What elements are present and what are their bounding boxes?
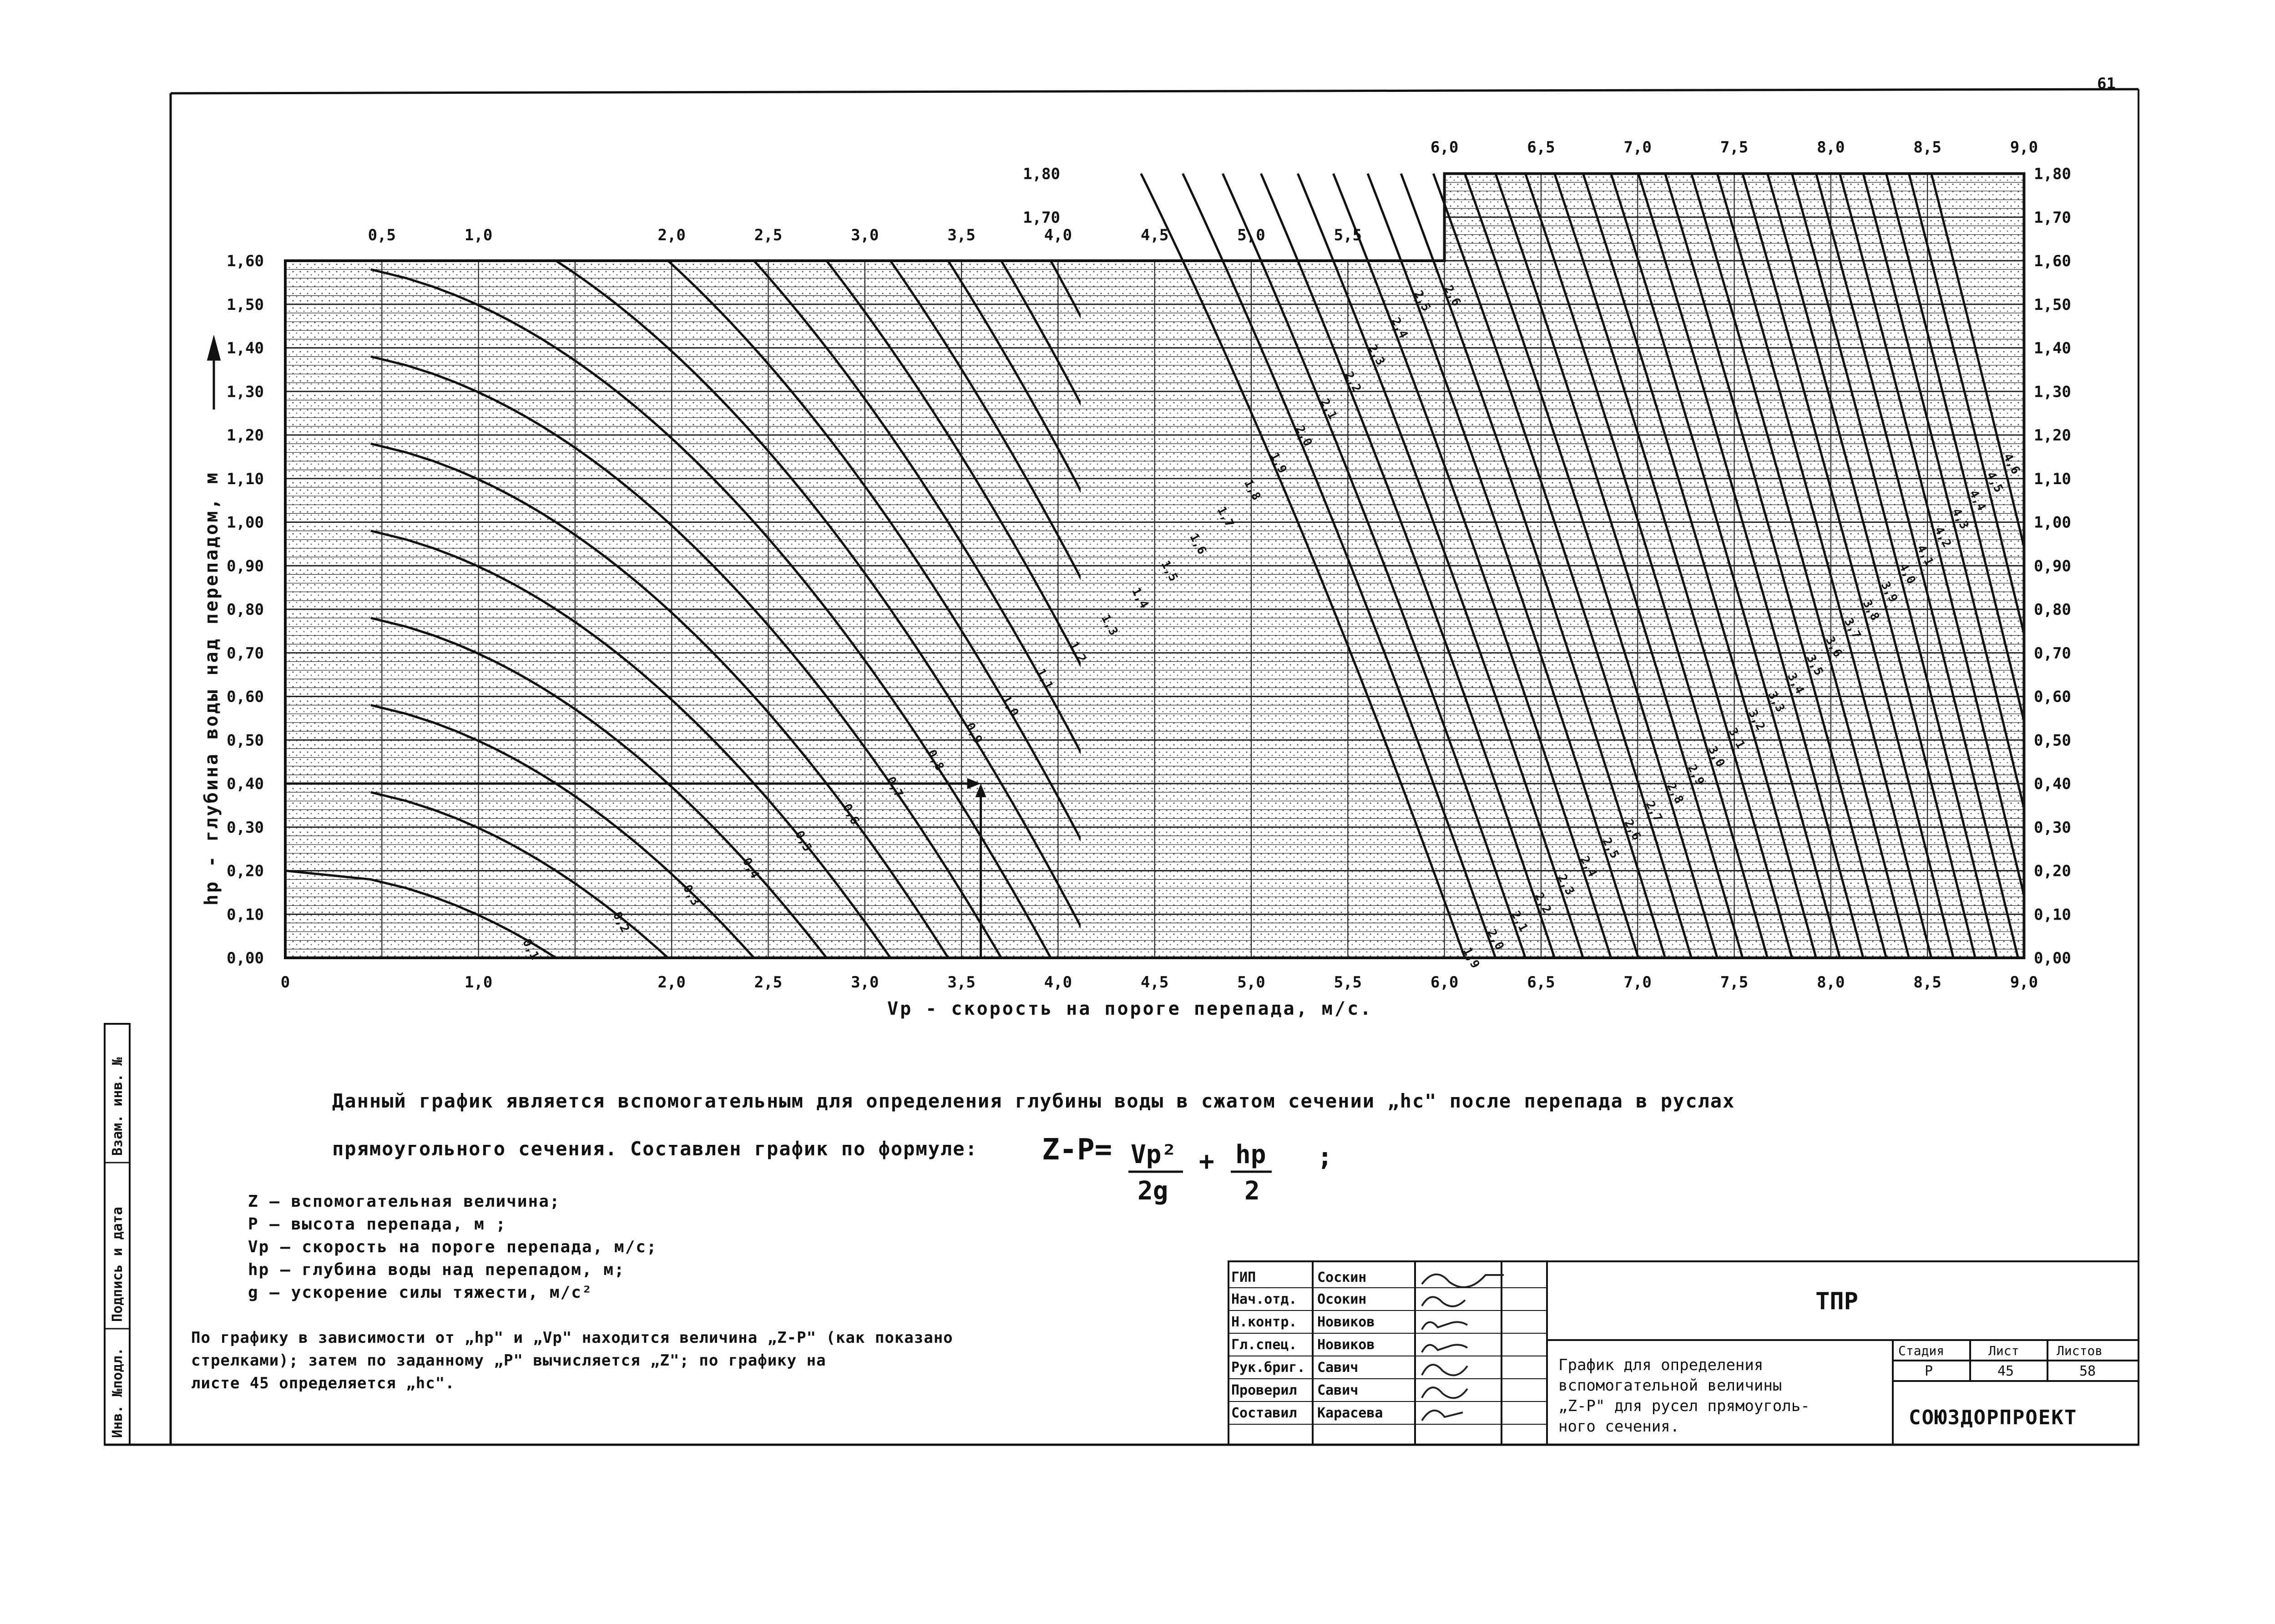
series-label: 4,4 <box>1966 488 1989 513</box>
y-tick-left: 1,20 <box>227 426 264 445</box>
series-label: 1,3 <box>1098 612 1121 638</box>
title-block-role: Рук.бриг. <box>1231 1360 1305 1376</box>
x-tick-bottom: 8,5 <box>1913 973 1941 992</box>
y-tick-right: 1,70 <box>2034 208 2071 227</box>
stage-value: Р <box>1925 1363 1933 1379</box>
title-block-name: Новиков <box>1317 1314 1375 1330</box>
x-tick-top-left: 2,0 <box>657 226 686 244</box>
method-line-3: листе 45 определяется „hc". <box>191 1374 455 1392</box>
y-tick-right: 1,50 <box>2034 295 2071 314</box>
series-label: 2,1 <box>1317 396 1340 422</box>
note-line-1: Данный график является вспомогательным для определения глубины воды в сжатом сечении „hc" после перепада в руслах <box>332 1090 1735 1112</box>
series-label: 2,0 <box>1484 927 1507 952</box>
sheets-label: Листов <box>2057 1343 2103 1358</box>
y-tick-left: 1,40 <box>227 339 264 358</box>
x-tick-top-left: 2,5 <box>754 226 783 244</box>
series-label: 4,1 <box>1914 542 1936 568</box>
y-tick-right: 0,90 <box>2034 557 2071 576</box>
sheet-value: 45 <box>1997 1363 2014 1379</box>
y-tick-right: 0,10 <box>2034 906 2071 924</box>
series-label: 3,3 <box>1765 689 1788 715</box>
signatures <box>1422 1275 1504 1421</box>
x-tick-top-left: 4,5 <box>1140 226 1169 244</box>
nomogram-chart <box>201 138 2121 1019</box>
stage-label: Стадия <box>1898 1343 1945 1358</box>
series-label: 3,1 <box>1725 725 1748 751</box>
series-label: 3,0 <box>1705 744 1728 769</box>
x-tick-bottom: 7,5 <box>1720 973 1749 992</box>
sheets-value: 58 <box>2079 1363 2096 1379</box>
y-tick-right: 1,80 <box>2034 165 2071 183</box>
series-label: 0,9 <box>963 720 985 746</box>
series-label: 4,2 <box>1931 524 1954 550</box>
series-label: 0,4 <box>739 855 762 881</box>
x-tick-bottom: 2,0 <box>657 973 686 992</box>
series-label: 0,8 <box>924 747 947 773</box>
x-tick-bottom: 5,0 <box>1237 973 1265 992</box>
title-line-2: вспомогательной величины <box>1558 1376 1782 1395</box>
y-tick-left: 0,10 <box>227 906 264 924</box>
series-label: 1,2 <box>1067 639 1089 665</box>
formula-frac2-num: hp <box>1235 1140 1266 1169</box>
title-block-name: Карасева <box>1317 1405 1383 1421</box>
side-stamp <box>105 1024 130 1445</box>
x-tick-bottom: 5,5 <box>1334 973 1362 992</box>
legend-line-2: P — высота перепада, м ; <box>248 1215 507 1234</box>
x-tick-top-left: 0,5 <box>368 226 396 244</box>
formula-lhs: Z-P= <box>1042 1133 1112 1167</box>
formula-end: ; <box>1317 1142 1333 1172</box>
series-label: 3,4 <box>1785 671 1807 696</box>
y-tick-right: 0,40 <box>2034 775 2071 793</box>
x-tick-top-right: 8,0 <box>1817 138 1845 157</box>
x-tick-top-right: 9,0 <box>2010 138 2038 157</box>
title-line-1: График для определения <box>1558 1356 1764 1374</box>
y-tick-right: 1,10 <box>2034 470 2071 488</box>
y-tick-left: 1,60 <box>227 252 264 270</box>
series-label: 3,6 <box>1822 634 1845 660</box>
series-label: 4,6 <box>2000 451 2023 477</box>
side-stamp-inv: Инв. №подл. <box>110 1347 126 1438</box>
note-line-2: прямоугольного сечения. Составлен график по формуле: <box>332 1138 978 1160</box>
x-tick-bottom: 8,0 <box>1817 973 1845 992</box>
title-block-role: ГИП <box>1231 1270 1256 1285</box>
y-tick-left: 1,10 <box>227 470 264 488</box>
y-tick-left: 0,00 <box>227 949 264 967</box>
x-tick-bottom: 2,5 <box>754 973 783 992</box>
x-tick-top-left: 3,5 <box>947 226 976 244</box>
y-tick-left: 0,20 <box>227 862 264 880</box>
y-tick-left: 0,30 <box>227 818 264 837</box>
series-label: 2,2 <box>1341 369 1364 395</box>
x-tick-top-left: 1,0 <box>464 226 493 244</box>
x-tick-top-right: 6,0 <box>1430 138 1459 157</box>
x-tick-bottom: 3,0 <box>851 973 879 992</box>
x-tick-bottom: 0 <box>280 973 290 992</box>
x-tick-bottom: 6,0 <box>1430 973 1459 992</box>
series-label: 2,0 <box>1292 423 1315 449</box>
x-tick-bottom: 4,5 <box>1140 973 1169 992</box>
title-block-role: Проверил <box>1231 1382 1297 1398</box>
title-block-name: Савич <box>1317 1360 1359 1376</box>
x-tick-top-left: 5,0 <box>1237 226 1265 244</box>
title-block-name: Савич <box>1317 1382 1359 1398</box>
series-label: 1,0 <box>999 693 1021 719</box>
y-axis-label: hp - глубина воды над перепадом, м <box>201 471 222 906</box>
y-tick-right: 0,50 <box>2034 731 2071 750</box>
y-tick-left: 0,80 <box>227 601 264 619</box>
y-tick-right: 0,80 <box>2034 601 2071 619</box>
y-tick-step: 1,80 <box>1023 165 1060 183</box>
series-label: 2,4 <box>1388 315 1410 341</box>
series-label: 3,9 <box>1878 579 1901 605</box>
y-tick-right: 0,70 <box>2034 644 2071 663</box>
y-tick-right: 1,00 <box>2034 513 2071 532</box>
y-tick-step: 1,70 <box>1023 208 1060 227</box>
sheet-label: Лист <box>1988 1343 2019 1358</box>
title-line-4: ного сечения. <box>1558 1417 1680 1436</box>
series-label: 1,4 <box>1129 585 1151 611</box>
x-tick-bottom: 7,0 <box>1623 973 1652 992</box>
formula-frac1-den: 2g <box>1138 1176 1168 1206</box>
side-stamp-sign: Подпись и дата <box>110 1207 126 1322</box>
series-label: 0,7 <box>883 774 906 800</box>
y-tick-left: 0,70 <box>227 644 264 663</box>
legend-line-5: g — ускорение силы тяжести, м/с² <box>248 1283 593 1302</box>
series-label: 3,8 <box>1860 597 1882 623</box>
formula-plus: + <box>1199 1147 1214 1176</box>
title-block-name: Соскин <box>1317 1270 1367 1285</box>
series-label: 2,5 <box>1411 288 1433 314</box>
x-tick-bottom: 4,0 <box>1044 973 1072 992</box>
series-label: 0,1 <box>519 936 542 962</box>
y-tick-right: 1,30 <box>2034 383 2071 401</box>
legend-line-3: Vp — скорость на пороге перепада, м/с; <box>248 1238 657 1256</box>
series-label: 2,2 <box>1532 890 1554 916</box>
y-tick-left: 0,60 <box>227 688 264 706</box>
y-tick-right: 1,20 <box>2034 426 2071 445</box>
series-label: 1,6 <box>1187 531 1209 557</box>
project-code: ТПР <box>1815 1288 1858 1315</box>
series-label: 4,3 <box>1949 506 1972 531</box>
x-tick-top-left: 5,5 <box>1334 226 1362 244</box>
series-label: 2,3 <box>1555 872 1577 898</box>
x-tick-top-right: 7,0 <box>1623 138 1652 157</box>
x-tick-top-right: 7,5 <box>1720 138 1749 157</box>
y-tick-left: 1,30 <box>227 383 264 401</box>
series-label: 1,7 <box>1214 504 1237 530</box>
x-tick-top-left: 4,0 <box>1044 226 1072 244</box>
title-block-name: Новиков <box>1317 1337 1375 1353</box>
y-tick-right: 0,20 <box>2034 862 2071 880</box>
series-label: 1,5 <box>1158 558 1181 584</box>
x-tick-bottom: 9,0 <box>2010 973 2038 992</box>
method-line-1: По графику в зависимости от „hp" и „Vp" находится величина „Z-P" (как показано <box>191 1329 953 1347</box>
x-tick-top-left: 3,0 <box>851 226 879 244</box>
series-label: 2,3 <box>1365 342 1388 368</box>
y-axis-arrow <box>208 339 219 410</box>
series-label: 2,5 <box>1599 835 1622 861</box>
organization: СОЮЗДОРПРОЕКТ <box>1909 1406 2078 1429</box>
series-label: 2,4 <box>1577 854 1600 879</box>
title-block-role: Составил <box>1231 1405 1297 1421</box>
method-line-2: стрелками); затем по заданному „P" вычисляется „Z"; по графику на <box>191 1351 826 1370</box>
y-tick-right: 1,40 <box>2034 339 2071 358</box>
series-label: 1,1 <box>1033 666 1056 692</box>
series-label: 0,3 <box>680 882 703 908</box>
formula-frac2-den: 2 <box>1244 1176 1260 1206</box>
x-tick-bottom: 6,5 <box>1527 973 1555 992</box>
y-tick-left: 1,50 <box>227 295 264 314</box>
legend-line-4: hp — глубина воды над перепадом, м; <box>248 1260 625 1279</box>
x-tick-bottom: 1,0 <box>464 973 493 992</box>
series-label: 2,1 <box>1508 909 1531 934</box>
series-label: 4,0 <box>1896 561 1918 587</box>
x-axis-label: Vp - скорость на пороге перепада, м/с. <box>887 998 1373 1019</box>
series-label: 1,9 <box>1267 450 1289 476</box>
x-tick-top-right: 6,5 <box>1527 138 1555 157</box>
series-label: 2,6 <box>1441 283 1464 309</box>
title-line-3: „Z-P" для русел прямоуголь- <box>1558 1397 1810 1415</box>
y-tick-left: 0,90 <box>227 557 264 576</box>
series-label: 0,6 <box>839 801 862 827</box>
y-tick-right: 0,00 <box>2034 949 2071 967</box>
legend-line-1: Z — вспомогательная величина; <box>248 1192 561 1211</box>
series-label: 3,7 <box>1841 616 1864 642</box>
title-block-role: Гл.спец. <box>1231 1337 1297 1353</box>
series-label: 2,7 <box>1643 799 1665 825</box>
series-label: 2,9 <box>1684 762 1707 788</box>
y-tick-right: 0,60 <box>2034 688 2071 706</box>
y-tick-left: 1,00 <box>227 513 264 532</box>
series-label: 0,2 <box>610 909 632 935</box>
side-stamp-vzam: Взам. инв. № <box>110 1057 126 1156</box>
series-label: 1,9 <box>1460 945 1482 971</box>
title-block-role: Н.контр. <box>1231 1314 1297 1330</box>
formula-frac1-num: Vp² <box>1131 1140 1177 1169</box>
series-label: 2,6 <box>1621 817 1643 843</box>
page-number: 61 <box>2097 75 2116 93</box>
series-label: 3,5 <box>1804 653 1826 678</box>
series-label: 3,2 <box>1745 707 1768 733</box>
series-label: 4,5 <box>1983 469 2006 495</box>
x-tick-bottom: 3,5 <box>947 973 976 992</box>
y-tick-right: 1,60 <box>2034 252 2071 270</box>
y-tick-right: 0,30 <box>2034 818 2071 837</box>
x-tick-top-right: 8,5 <box>1913 138 1941 157</box>
series-label: 1,8 <box>1241 477 1264 503</box>
y-tick-left: 0,40 <box>227 775 264 793</box>
series-label: 0,5 <box>792 828 814 854</box>
series-label: 2,8 <box>1664 780 1686 806</box>
y-tick-left: 0,50 <box>227 731 264 750</box>
title-block-name: Осокин <box>1317 1291 1367 1307</box>
title-block-role: Нач.отд. <box>1231 1291 1297 1307</box>
